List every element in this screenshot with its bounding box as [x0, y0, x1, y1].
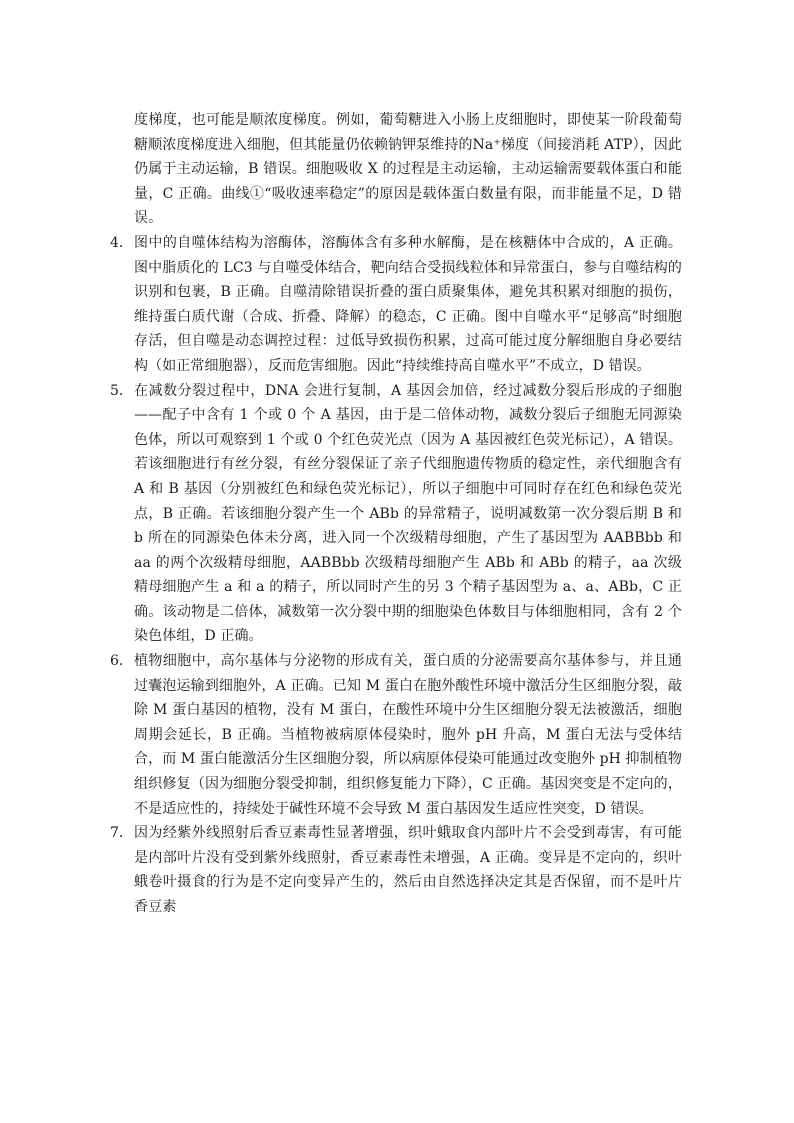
item-text: 因为经紫外线照射后香豆素毒性显著增强，织叶蛾取食内部叶片不会受到毒害，有可能是内部叶片没有受到紫外线照射，香豆素毒性未增强，A 正确。变异是不定向的，织叶蛾卷叶摄食的行为是不定向变异产生的，然后由自然选择决定其是否保留，而不是叶片香豆素	[134, 825, 682, 915]
document-page	[110, 108, 682, 920]
answer-item-7	[110, 821, 682, 919]
item-number: 7．	[110, 825, 133, 842]
item-number: 6．	[110, 653, 133, 670]
intro-paragraph: 度梯度，也可能是顺浓度梯度。例如，葡萄糖进入小肠上皮细胞时，即使某一阶段葡萄糖顺浓度梯度进入细胞，但其能量仍依赖钠钾泵维持的Na⁺梯度（间接消耗 ATP），因此仍属于主动运输，B 错误。细胞吸收 X 的过程是主动运输，主动运输需要载体蛋白和能量，C 正确。曲线①“吸收速率稳定”的原因是载体蛋白数量有限，而非能量不足，D 错误。	[134, 112, 682, 227]
item-number: 4．	[110, 234, 133, 251]
item-text: 在减数分裂过程中，DNA 会进行复制，A 基因会加倍，经过减数分裂后形成的子细胞——配子中含有 1 个或 0 个 A 基因，由于是二倍体动物，减数分裂后子细胞无同源染色体，所以可观察到 1 个或 0 个红色荧光点（因为 A 基因被红色荧光标记），A 错误。若该细胞进行有丝分裂，有丝分裂保证了亲子代细胞遗传物质的稳定性，亲代细胞含有 A 和 B 基因（分别被红色和绿色荧光标记），所以子细胞中可同时存在红色和绿色荧光点，B 正确。若该细胞分裂产生一个 ABb 的异常精子，说明减数第一次分裂后期 B 和 b 所在的同源染色体未分离，进入同一个次级精母细胞，产生了基因型为 AABBbb 和 aa 的两个次级精母细胞，AABBbb 次级精母细胞产生 ABb 和 ABb 的精子，aa 次级精母细胞产生 a 和 a 的精子，所以同时产生的另 3 个精子基因型为 a、a、ABb，C 正确。该动物是二倍体，减数第一次分裂中期的细胞染色体数目与体细胞相同，含有 2 个染色体组，D 正确。	[134, 382, 682, 645]
answer-item-5	[110, 379, 682, 650]
item-text: 植物细胞中，高尔基体与分泌物的形成有关，蛋白质的分泌需要高尔基体参与，并且通过囊泡运输到细胞外，A 正确。已知 M 蛋白在胞外酸性环境中激活分生区细胞分裂，敲除 M 蛋白基因的植物，没有 M 蛋白，在酸性环境中分生区细胞分裂无法被激活，细胞周期会延长，B 正确。当植物被病原体侵染时，胞外 pH 升高，M 蛋白无法与受体结合，而 M 蛋白能激活分生区细胞分裂，所以病原体侵染可能通过改变胞外 pH 抑制植物组织修复（因为细胞分裂受抑制，组织修复能力下降），C 正确。基因突变是不定向的，不是适应性的，持续处于碱性环境不会导致 M 蛋白基因发生适应性突变，D 错误。	[134, 653, 682, 817]
answer-item-6	[110, 649, 682, 821]
item-text: 图中的自噬体结构为溶酶体，溶酶体含有多种水解酶，是在核糖体中合成的，A 正确。图中脂质化的 LC3 与自噬受体结合，靶向结合受损线粒体和异常蛋白，参与自噬结构的识别和包裹，B 正确。自噬清除错误折叠的蛋白质聚集体，避免其积累对细胞的损伤，维持蛋白质代谢（合成、折叠、降解）的稳态，C 正确。图中自噬水平“足够高”时细胞存活，但自噬是动态调控过程：过低导致损伤积累，过高可能过度分解细胞自身必要结构（如正常细胞器），反而危害细胞。因此“持续维持高自噬水平”不成立，D 错误。	[134, 234, 682, 374]
answer-item-4	[110, 231, 682, 379]
item-number: 5．	[110, 382, 133, 399]
